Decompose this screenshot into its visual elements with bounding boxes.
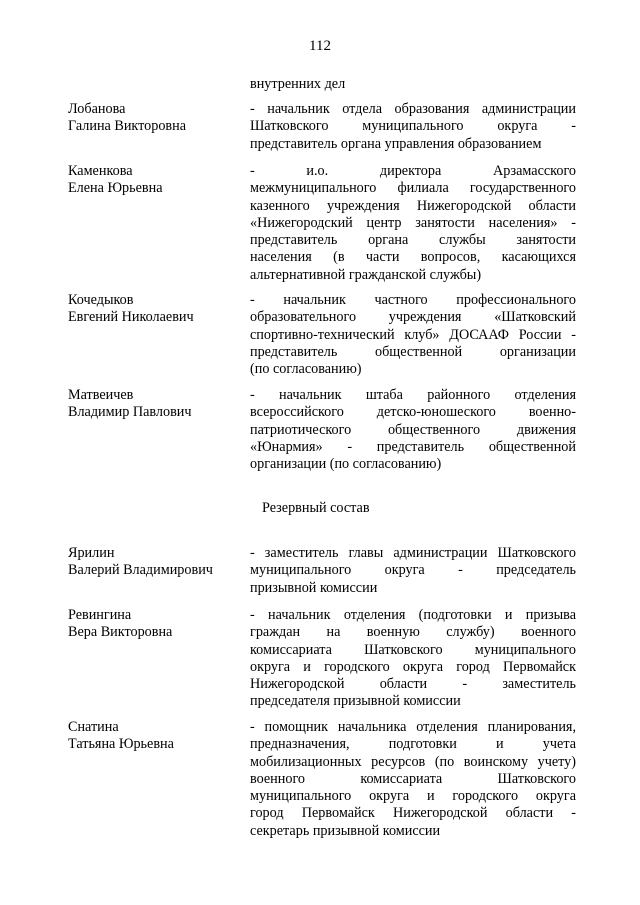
role-line: организации (по согласованию) bbox=[250, 456, 442, 473]
role-line: призывной комиссии bbox=[250, 579, 378, 596]
member-name bbox=[68, 163, 238, 198]
member-given-names: Вера Викторовна bbox=[68, 624, 173, 641]
role-line: представитель органа управления образованием bbox=[250, 135, 542, 152]
member-given-names: Евгений Николаевич bbox=[68, 309, 194, 326]
member-surname: Матвеичев bbox=[68, 387, 134, 403]
role-line: (по согласованию) bbox=[250, 361, 362, 378]
member-name bbox=[68, 292, 238, 327]
member-name bbox=[68, 101, 238, 136]
role-line: патриотического общественного движения bbox=[250, 421, 576, 438]
role-line: образовательного учреждения «Шатковский bbox=[250, 309, 576, 326]
member-role bbox=[250, 292, 576, 378]
member-surname: Ревингина bbox=[68, 607, 132, 623]
member-name bbox=[68, 719, 238, 754]
member-name bbox=[68, 545, 238, 580]
member-given-names: Валерий Владимирович bbox=[68, 562, 213, 579]
role-line: мобилизационных ресурсов (по воинскому учету) bbox=[250, 753, 576, 770]
role-line: муниципального округа и городского округа bbox=[250, 788, 576, 805]
role-line: альтернативной гражданской службы) bbox=[250, 266, 482, 283]
role-line: город Первомайск Нижегородской области - bbox=[250, 805, 576, 822]
reserve-section-title: Резервный состав bbox=[262, 500, 370, 516]
role-line: военного комиссариата Шатковского bbox=[250, 770, 576, 787]
member-given-names: Татьяна Юрьевна bbox=[68, 736, 174, 753]
role-line: - заместитель главы администрации Шатковского bbox=[250, 545, 576, 561]
member-name bbox=[68, 607, 238, 642]
member-name bbox=[68, 387, 238, 422]
member-surname: Лобанова bbox=[68, 101, 126, 117]
member-role bbox=[250, 101, 576, 153]
role-line: - начальник частного профессионального bbox=[250, 292, 576, 308]
member-given-names: Елена Юрьевна bbox=[68, 180, 163, 197]
role-line: населения (в части вопросов, касающихся bbox=[250, 249, 576, 266]
role-line: - начальник штаба районного отделения bbox=[250, 387, 576, 403]
role-line: «Нижегородский центр занятости населения» - bbox=[250, 214, 576, 231]
member-surname: Ярилин bbox=[68, 545, 115, 561]
role-line: округа и городского округа город Первомайск bbox=[250, 658, 576, 675]
role-line: спортивно-технический клуб» ДОСААФ России - bbox=[250, 326, 576, 343]
role-line: представитель органа службы занятости bbox=[250, 232, 576, 249]
member-role bbox=[250, 719, 576, 840]
role-line: «Юнармия» - представитель общественной bbox=[250, 438, 576, 455]
role-line: председателя призывной комиссии bbox=[250, 693, 461, 710]
role-line: предназначения, подготовки и учета bbox=[250, 736, 576, 753]
continuation-line: внутренних дел bbox=[250, 76, 346, 92]
member-role bbox=[250, 607, 576, 711]
role-line: секретарь призывной комиссии bbox=[250, 822, 441, 839]
role-line: Нижегородской области - заместитель bbox=[250, 676, 576, 693]
role-line: казенного учреждения Нижегородской области bbox=[250, 197, 576, 214]
role-line: граждан на военную службу) военного bbox=[250, 624, 576, 641]
member-given-names: Владимир Павлович bbox=[68, 404, 192, 421]
role-line: муниципального округа - председатель bbox=[250, 562, 576, 579]
member-role bbox=[250, 387, 576, 473]
member-surname: Кочедыков bbox=[68, 292, 134, 308]
role-line: - и.о. директора Арзамасского bbox=[250, 163, 576, 179]
role-line: представитель общественной организации bbox=[250, 343, 576, 360]
role-line: межмуниципального филиала государственного bbox=[250, 180, 576, 197]
role-line: Шатковского муниципального округа - bbox=[250, 118, 576, 135]
role-line: - помощник начальника отделения планирования, bbox=[250, 719, 576, 735]
member-role bbox=[250, 163, 576, 284]
page-number: 112 bbox=[309, 38, 331, 54]
member-surname: Снатина bbox=[68, 719, 119, 735]
member-surname: Каменкова bbox=[68, 163, 133, 179]
role-line: - начальник отдела образования администрации bbox=[250, 101, 576, 117]
role-line: комиссариата Шатковского муниципального bbox=[250, 641, 576, 658]
member-role bbox=[250, 545, 576, 597]
role-line: всероссийского детско-юношеского военно- bbox=[250, 404, 576, 421]
member-given-names: Галина Викторовна bbox=[68, 118, 187, 135]
role-line: - начальник отделения (подготовки и призыва bbox=[250, 607, 576, 623]
